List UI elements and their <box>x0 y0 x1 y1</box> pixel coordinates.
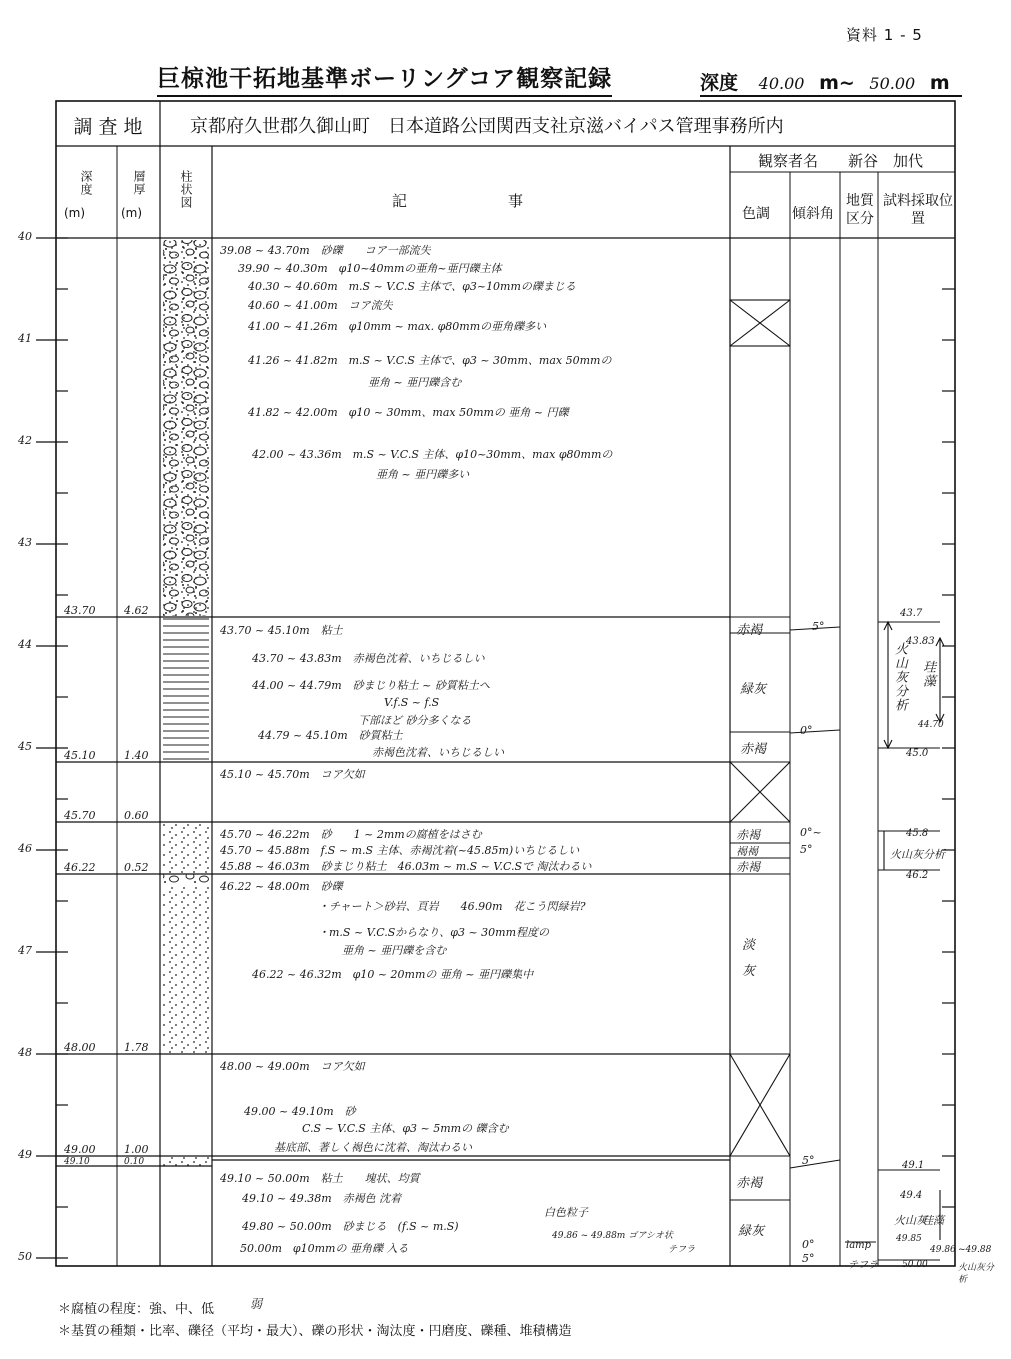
document-title: 巨椋池干拓地基準ボーリングコア観察記録 <box>157 60 612 97</box>
depth-tick: 41 <box>18 332 32 345</box>
layer-depth: 49.00 <box>64 1143 96 1156</box>
dip-value: 5° <box>812 620 825 633</box>
header-thickness-unit: (m) <box>121 206 143 220</box>
dip-value: 5° <box>802 1252 815 1265</box>
description-entry: 40.30 ~ 40.60m m.S ~ V.C.S 主体で、φ3~10mmの礫まじる <box>248 280 576 293</box>
depth-tick: 50 <box>18 1250 32 1263</box>
description-entry: 43.70 ~ 43.83m 赤褐色沈着、いちじるしい <box>252 652 485 665</box>
header-geo: 地質区分 <box>846 193 874 227</box>
header-column: 柱状図 <box>179 170 193 209</box>
description-entry: 45.10 ~ 45.70m コア欠如 <box>220 768 365 781</box>
layer-thickness: 1.00 <box>124 1143 149 1156</box>
sample-label: 火山灰分析 <box>890 848 945 861</box>
depth-tick: 45 <box>18 740 32 753</box>
layer-thickness: 1.78 <box>124 1041 149 1054</box>
sample-depth: 43.7 <box>900 608 923 619</box>
document-reference: 資料 1 - 5 <box>846 26 923 44</box>
depth-tick: 43 <box>18 536 32 549</box>
observer-name: 新谷 加代 <box>848 152 924 170</box>
depth-label: 深度 <box>700 72 739 94</box>
site-value: 京都府久世郡久御山町 日本道路公団関西支社京滋バイパス管理事務所内 <box>190 116 784 137</box>
depth-tick: 42 <box>18 434 32 447</box>
description-entry: 39.08 ~ 43.70m 砂礫 コア一部流失 <box>220 244 431 257</box>
sample-label: 珪藻 <box>920 660 935 688</box>
description-entry: 亜角 ~ 亜円礫含む <box>368 376 462 389</box>
sample-depth: 46.2 <box>906 870 929 881</box>
description-entry: 49.86 ~ 49.88m ゴアシオ状 <box>552 1231 673 1241</box>
color-value: 灰 <box>742 964 756 979</box>
sample-label: 火山灰分析 <box>958 1263 995 1285</box>
description-entry: 43.70 ~ 45.10m 粘土 <box>220 624 343 637</box>
description-entry: 39.90 ~ 40.30m φ10~40mmの亜角~亜円礫主体 <box>238 262 502 275</box>
color-value: 赤褐 <box>736 1176 763 1191</box>
description-entry: 亜角 ~ 亜円礫を含む <box>342 944 447 957</box>
description-entry: 49.80 ~ 50.00m 砂まじる (f.S ~ m.S) <box>242 1220 459 1233</box>
depth-tick: 44 <box>18 638 32 651</box>
layer-thickness: 0.10 <box>124 1157 145 1167</box>
layer-depth: 46.22 <box>64 861 96 874</box>
dip-value: 0° <box>800 724 813 737</box>
dip-value: 0°~ <box>800 826 822 839</box>
sample-label: 珪藻 <box>922 1214 944 1227</box>
color-value: 赤褐 <box>736 828 761 842</box>
description-entry: V.f.S ~ f.S <box>384 696 440 709</box>
description-entry: 41.00 ~ 41.26m φ10mm ~ max. φ80mmの亜角礫多い <box>248 320 547 333</box>
header-notes-b: 事 <box>508 192 524 210</box>
description-entry: 赤褐色沈着、いちじるしい <box>372 746 504 759</box>
color-value: 緑灰 <box>740 682 767 697</box>
layer-depth: 43.70 <box>64 604 96 617</box>
sample-label: 火山灰 <box>894 1214 927 1227</box>
description-entry: ・チャート＞砂岩、頁岩 46.90m 花こう閃緑岩? <box>318 900 586 913</box>
description-entry: 下部ほど 砂分多くなる <box>358 714 472 727</box>
depth-unit-from: m~ <box>819 72 855 94</box>
sample-depth: 44.70 <box>918 720 944 730</box>
depth-from: 40.00 <box>758 74 805 93</box>
color-value: 赤褐 <box>736 623 763 638</box>
sample-depth: 49.1 <box>902 1160 925 1171</box>
depth-tick: 46 <box>18 842 32 855</box>
depth-unit-to: m <box>929 72 950 94</box>
depth-tick: 47 <box>18 944 32 957</box>
depth-tick: 40 <box>18 230 32 243</box>
footnote: ＊基質の種類・比率、礫径（平均・最大）、礫の形状・淘汰度・円磨度、礫種、堆積構造 <box>58 1324 572 1339</box>
sample-depth: 49.86 <box>930 1245 956 1255</box>
depth-tick: 49 <box>18 1148 32 1161</box>
layer-depth: 49.10 <box>64 1157 90 1167</box>
description-entry: 49.00 ~ 49.10m 砂 <box>244 1105 356 1118</box>
dip-value: 5° <box>802 1154 815 1167</box>
description-entry: 45.70 ~ 45.88m f.S ~ m.S 主体、赤褐沈着(~45.85m)いちじるしい <box>220 844 580 857</box>
header-notes-a: 記 <box>392 192 408 210</box>
description-entry: 50.00m φ10mmの 亜角礫 入る <box>240 1242 409 1255</box>
color-value: 赤褐 <box>740 742 767 757</box>
sample-label: 火山灰分析 <box>892 642 907 712</box>
header-dip: 傾斜角 <box>792 206 834 222</box>
layer-depth: 45.10 <box>64 749 96 762</box>
description-entry: 49.10 ~ 49.38m 赤褐色 沈着 <box>242 1192 402 1205</box>
site-label: 調 査 地 <box>73 116 143 138</box>
layer-depth: 45.70 <box>64 809 96 822</box>
dip-value: 0° <box>802 1238 815 1251</box>
header-color: 色調 <box>742 206 770 222</box>
description-entry: 44.79 ~ 45.10m 砂質粘土 <box>258 729 403 742</box>
header-depth-unit: (m) <box>64 206 86 220</box>
description-entry: 46.22 ~ 46.32m φ10 ~ 20mmの 亜角 ~ 亜円礫集中 <box>252 968 534 981</box>
description-entry: 49.10 ~ 50.00m 粘土 塊状、均質 <box>220 1172 420 1185</box>
depth-to: 50.00 <box>869 74 916 93</box>
footnote-handwritten: 弱 <box>250 1297 263 1311</box>
description-entry: 42.00 ~ 43.36m m.S ~ V.C.S 主体、φ10~30mm、max φ80mmの <box>252 448 613 461</box>
sample-depth: 43.83 <box>906 636 935 647</box>
description-entry: 45.88 ~ 46.03m 砂まじり粘土 46.03m ~ m.S ~ V.C.Sで 淘汰わるい <box>220 860 592 873</box>
dip-value: 5° <box>800 843 813 856</box>
layer-thickness: 4.62 <box>124 604 149 617</box>
description-entry: 45.70 ~ 46.22m 砂 1 ~ 2mmの腐植をはさむ <box>220 828 482 841</box>
layer-thickness: 0.52 <box>124 861 149 874</box>
description-entry: 白色粒子 <box>544 1206 588 1219</box>
header-thickness: 層厚 <box>132 170 146 196</box>
description-entry: 46.22 ~ 48.00m 砂礫 <box>220 880 343 893</box>
sample-depth: ~49.88 <box>958 1245 992 1255</box>
layer-thickness: 1.40 <box>124 749 149 762</box>
depth-tick: 48 <box>18 1046 32 1059</box>
sample-depth: 49.4 <box>900 1190 923 1201</box>
color-value: 赤褐 <box>736 860 761 874</box>
description-entry: 41.82 ~ 42.00m φ10 ~ 30mm、max 50mmの 亜角 ~ 円礫 <box>248 406 569 419</box>
footnote: ＊腐植の程度：強、中、低 <box>58 1302 215 1317</box>
layer-depth: 48.00 <box>64 1041 96 1054</box>
sample-depth: 45.8 <box>906 828 929 839</box>
color-value: 淡 <box>742 938 756 953</box>
color-value: 緑灰 <box>738 1224 765 1239</box>
description-entry: 48.00 ~ 49.00m コア欠如 <box>220 1060 365 1073</box>
sample-depth: 45.0 <box>906 748 929 759</box>
description-entry: C.S ~ V.C.S 主体、φ3 ~ 5mmの 礫含む <box>302 1122 509 1135</box>
sample-depth: 49.85 <box>896 1234 922 1244</box>
geo-note: テフラ <box>848 1260 878 1271</box>
color-value: 褐褐 <box>736 845 758 858</box>
sample-depth: 50.00 <box>902 1260 928 1270</box>
observer-label: 観察者名 <box>758 152 819 170</box>
description-entry: テフラ <box>668 1245 696 1255</box>
header-sample: 試料採取位置 <box>883 193 953 227</box>
description-entry: 基底部、著しく褐色に沈着、淘汰わるい <box>274 1141 472 1154</box>
layer-thickness: 0.60 <box>124 809 149 822</box>
description-entry: 40.60 ~ 41.00m コア流失 <box>248 299 393 312</box>
description-entry: 44.00 ~ 44.79m 砂まじり粘土 ~ 砂質粘土へ <box>252 679 490 692</box>
description-entry: ・m.S ~ V.C.Sからなり、φ3 ~ 30mm程度の <box>318 926 550 939</box>
description-entry: 亜角 ~ 亜円礫多い <box>376 468 470 481</box>
geo-note: lamp <box>846 1240 872 1251</box>
description-entry: 41.26 ~ 41.82m m.S ~ V.C.S 主体で、φ3 ~ 30mm、max 50mmの <box>248 354 612 367</box>
header-depth: 深度 <box>79 170 93 196</box>
